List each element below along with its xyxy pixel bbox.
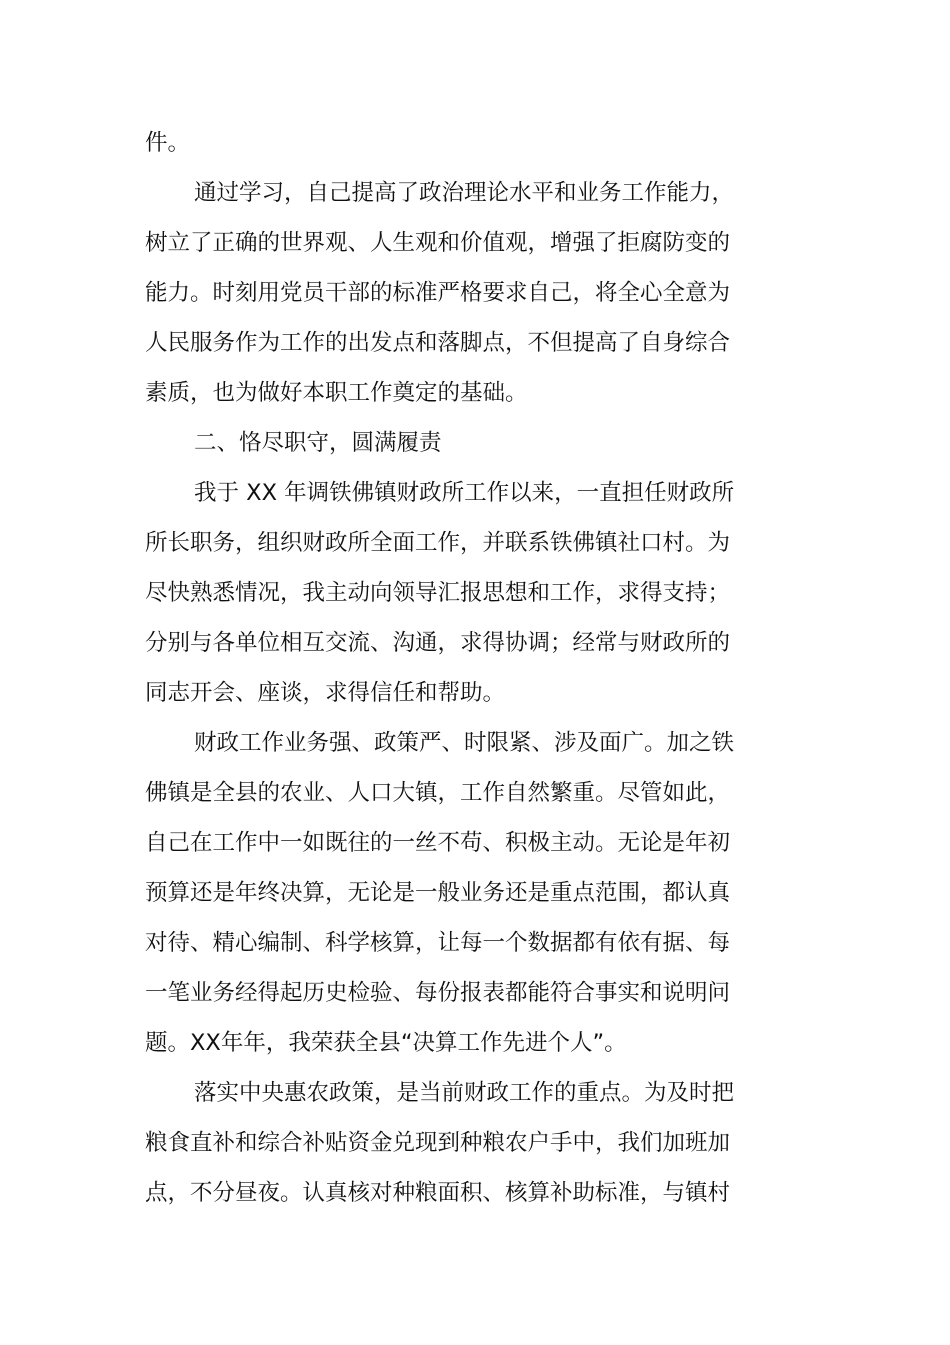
text-line: 件。 xyxy=(145,130,191,156)
text-line: 分别与各单位相互交流、沟通，求得协调；经常与财政所的 xyxy=(145,630,731,656)
text-line: 自己在工作中一如既往的一丝不苟、积极主动。无论是年初 xyxy=(145,830,731,856)
text-line: 人民服务作为工作的出发点和落脚点，不但提高了自身综合 xyxy=(145,330,731,356)
paragraph-first-line: 我于 XX 年调铁佛镇财政所工作以来，一直担任财政所 xyxy=(194,480,735,506)
text-line: 对待、精心编制、科学核算，让每一个数据都有依有据、每 xyxy=(145,930,731,956)
text-line: 题。XX年年，我荣获全县“决算工作先进个人”。 xyxy=(145,1030,627,1056)
text-line: 同志开会、座谈，求得信任和帮助。 xyxy=(145,680,506,706)
paragraph-first-line: 通过学习，自己提高了政治理论水平和业务工作能力， xyxy=(194,180,735,206)
text-line: 树立了正确的世界观、人生观和价值观，增强了拒腐防变的 xyxy=(145,230,731,256)
paragraph-first-line: 落实中央惠农政策，是当前财政工作的重点。为及时把 xyxy=(194,1080,735,1106)
text-line: 所长职务，组织财政所全面工作，并联系铁佛镇社口村。为 xyxy=(145,530,731,556)
text-line: 尽快熟悉情况，我主动向领导汇报思想和工作，求得支持； xyxy=(145,580,731,606)
text-line: 预算还是年终决算，无论是一般业务还是重点范围，都认真 xyxy=(145,880,731,906)
text-line: 能力。时刻用党员干部的标准严格要求自己，将全心全意为 xyxy=(145,280,731,306)
section-heading: 二、恪尽职守，圆满履责 xyxy=(194,430,442,456)
text-line: 点，不分昼夜。认真核对种粮面积、核算补助标准，与镇村 xyxy=(145,1180,731,1206)
text-line: 佛镇是全县的农业、人口大镇，工作自然繁重。尽管如此， xyxy=(145,780,731,806)
text-line: 粮食直补和综合补贴资金兑现到种粮农户手中，我们加班加 xyxy=(145,1130,731,1156)
paragraph-first-line: 财政工作业务强、政策严、时限紧、涉及面广。加之铁 xyxy=(194,730,735,756)
body-text xyxy=(145,118,765,1218)
text-line: 素质，也为做好本职工作奠定的基础。 xyxy=(145,380,528,406)
text-line: 一笔业务经得起历史检验、每份报表都能符合事实和说明问 xyxy=(145,980,731,1006)
